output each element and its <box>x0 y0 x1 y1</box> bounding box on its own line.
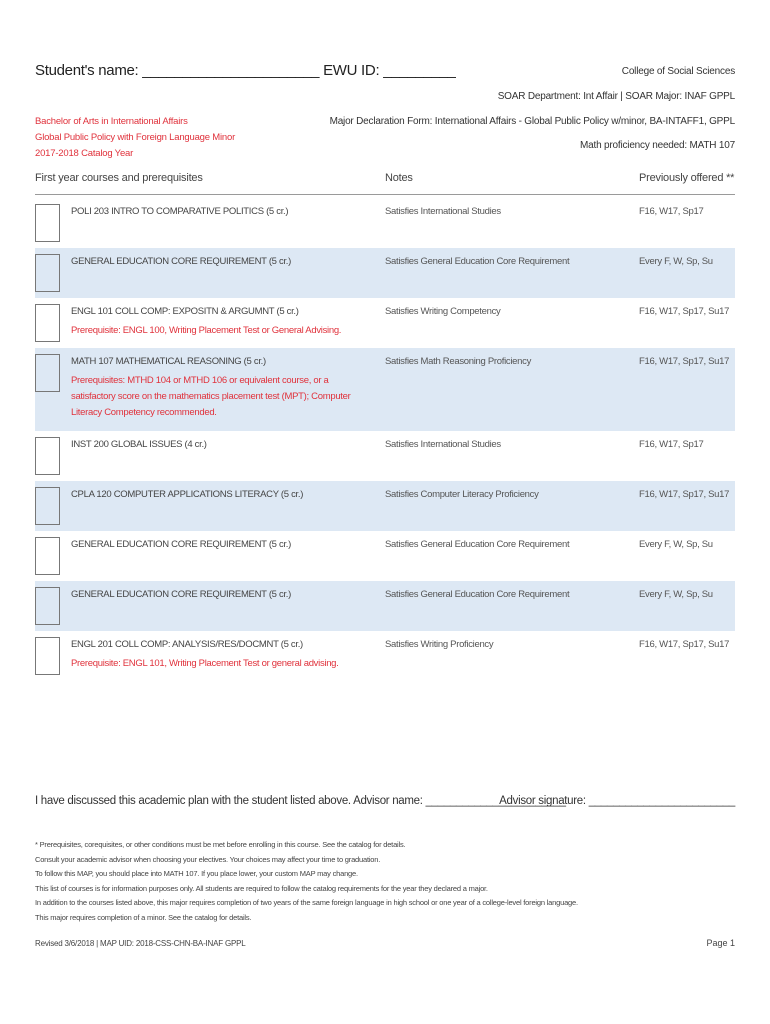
course-row <box>35 481 735 531</box>
advisor-signature-field[interactable]: Advisor signature: ________________________ <box>499 795 735 807</box>
footnote: To follow this MAP, you should place into MATH 107. If you place lower, your custom MAP may change. <box>35 869 358 879</box>
course-checkbox[interactable] <box>35 587 60 625</box>
course-offered: F16, W17, Sp17, Su17 <box>639 639 730 650</box>
footnote: In addition to the courses listed above, this major requires completion of two years of the same foreign language in high school or one year of a college-level foreign language. <box>35 898 578 908</box>
revision-info: Revised 3/6/2018 | MAP UID: 2018-CSS-CHN-BA-INAF GPPL <box>35 939 246 948</box>
course-note: Satisfies General Education Core Requirement <box>385 539 570 550</box>
course-row <box>35 348 735 431</box>
course-row <box>35 248 735 298</box>
course-note: Satisfies General Education Core Requirement <box>385 589 570 600</box>
course-row <box>35 198 735 248</box>
course-title: GENERAL EDUCATION CORE REQUIREMENT (5 cr.) <box>71 539 292 550</box>
course-title: GENERAL EDUCATION CORE REQUIREMENT (5 cr.) <box>71 256 292 267</box>
course-title: ENGL 201 COLL COMP: ANALYSIS/RES/DOCMNT (5 cr.) <box>71 639 303 650</box>
course-checkbox[interactable] <box>35 537 60 575</box>
course-title: POLI 203 INTRO TO COMPARATIVE POLITICS (5 cr.) <box>71 206 289 217</box>
college-name: College of Social Sciences <box>621 66 735 77</box>
course-offered: F16, W17, Sp17 <box>639 206 704 217</box>
header-divider <box>35 194 735 195</box>
course-note: Satisfies Writing Proficiency <box>385 639 494 650</box>
soar-info: SOAR Department: Int Affair | SOAR Major: INAF GPPL <box>497 91 735 102</box>
course-note: Satisfies General Education Core Requirement <box>385 256 570 267</box>
course-row <box>35 531 735 581</box>
course-offered: Every F, W, Sp, Su <box>639 589 713 600</box>
course-title: ENGL 101 COLL COMP: EXPOSITN & ARGUMNT (5 cr.) <box>71 306 299 317</box>
course-title: MATH 107 MATHEMATICAL REASONING (5 cr.) <box>71 356 266 367</box>
course-prerequisite: Prerequisites: MTHD 104 or MTHD 106 or equivalent course, or a satisfactory score on the mathematics placement test (MPT); Computer Literacy Competency recommended. <box>71 375 351 418</box>
footnote: Consult your academic advisor when choosing your electives. Your choices may affect your time to graduation. <box>35 854 381 864</box>
page-number: Page 1 <box>706 938 735 948</box>
course-note: Satisfies Math Reasoning Proficiency <box>385 356 532 367</box>
footnote: This major requires completion of a minor. See the catalog for details. <box>35 912 252 922</box>
course-note: Satisfies Computer Literacy Proficiency <box>385 489 539 500</box>
catalog-year: 2017-2018 Catalog Year <box>35 148 134 159</box>
course-checkbox[interactable] <box>35 304 60 342</box>
courses-column-header: First year courses and prerequisites <box>35 172 203 184</box>
course-prerequisite: Prerequisite: ENGL 101, Writing Placement Test or general advising. <box>71 658 339 669</box>
offered-column-header: Previously offered ** <box>639 172 735 184</box>
course-offered: Every F, W, Sp, Su <box>639 539 713 550</box>
course-checkbox[interactable] <box>35 487 60 525</box>
advisor-name-field[interactable]: I have discussed this academic plan with the student listed above. Advisor name: _______________________ <box>35 795 566 807</box>
course-prerequisite: Prerequisite: ENGL 100, Writing Placement Test or General Advising. <box>71 325 342 336</box>
math-proficiency: Math proficiency needed: MATH 107 <box>580 140 735 151</box>
course-title: INST 200 GLOBAL ISSUES (4 cr.) <box>71 439 207 450</box>
program-info <box>35 114 235 162</box>
course-checkbox[interactable] <box>35 204 60 242</box>
course-checkbox[interactable] <box>35 437 60 475</box>
course-offered: F16, W17, Sp17, Su17 <box>639 489 730 500</box>
footnotes <box>35 838 578 926</box>
footnote: This list of courses is for information purposes only. All students are required to follow the catalog requirements for the year they declared a major. <box>35 883 488 893</box>
course-list <box>35 198 735 681</box>
course-offered: F16, W17, Sp17, Su17 <box>639 306 730 317</box>
course-checkbox[interactable] <box>35 354 60 392</box>
course-checkbox[interactable] <box>35 254 60 292</box>
student-name-id-line: Student's name: ______________________ EWU ID: _________ <box>35 62 456 79</box>
course-title: GENERAL EDUCATION CORE REQUIREMENT (5 cr.) <box>71 589 292 600</box>
course-offered: F16, W17, Sp17, Su17 <box>639 356 730 367</box>
course-offered: F16, W17, Sp17 <box>639 439 704 450</box>
major-declaration-info: Major Declaration Form: International Affairs - Global Public Policy w/minor, BA-INTAFF1, GPPL <box>329 116 735 127</box>
footnote: * Prerequisites, corequisites, or other conditions must be met before enrolling in this course. See the catalog for details. <box>35 840 406 849</box>
notes-column-header: Notes <box>385 172 413 184</box>
course-note: Satisfies Writing Competency <box>385 306 501 317</box>
course-row <box>35 581 735 631</box>
course-checkbox[interactable] <box>35 637 60 675</box>
course-note: Satisfies International Studies <box>385 439 501 450</box>
minor-title: Global Public Policy with Foreign Language Minor <box>35 132 236 143</box>
degree-title: Bachelor of Arts in International Affairs <box>35 116 188 127</box>
course-note: Satisfies International Studies <box>385 206 501 217</box>
course-offered: Every F, W, Sp, Su <box>639 256 713 267</box>
course-row <box>35 631 735 681</box>
course-title: CPLA 120 COMPUTER APPLICATIONS LITERACY (5 cr.) <box>71 489 304 500</box>
course-row <box>35 298 735 348</box>
course-row <box>35 431 735 481</box>
